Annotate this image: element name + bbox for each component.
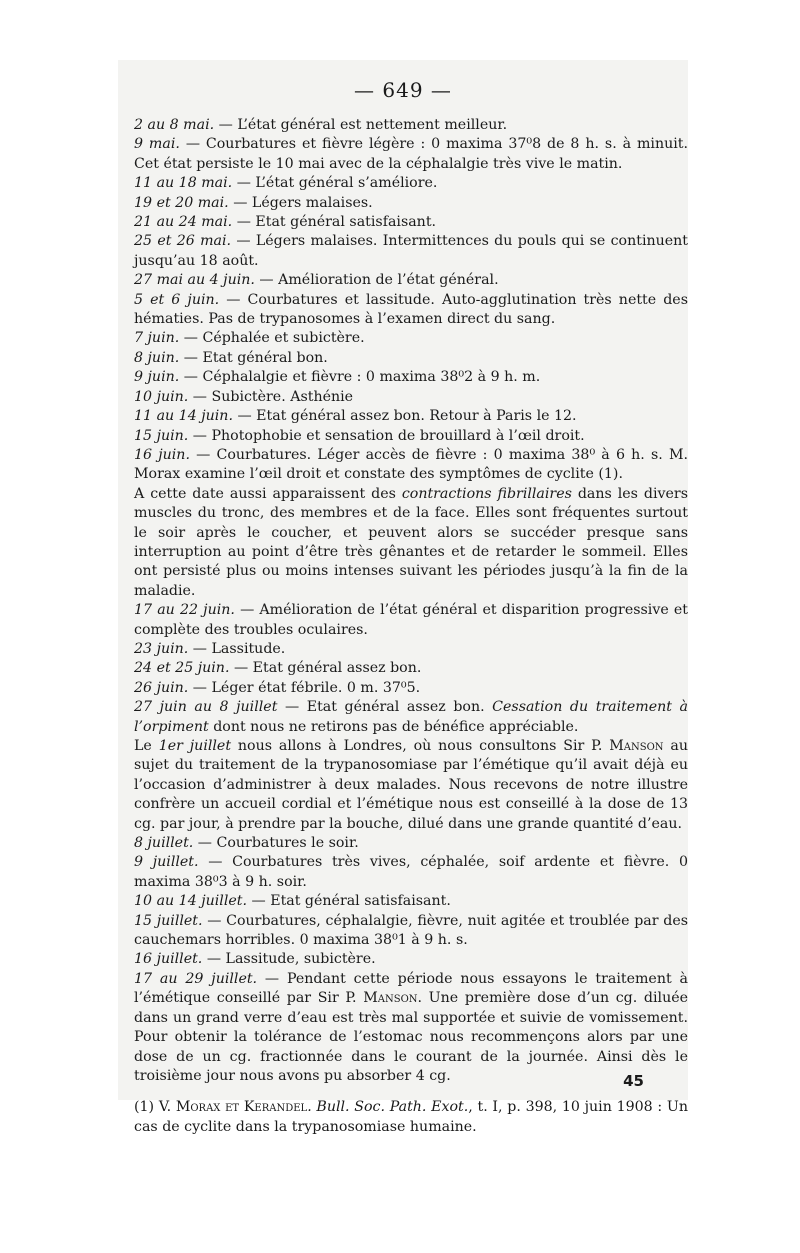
diary-entry: 27 juin au 8 juillet — Etat général assez bon. Cessation du traitement à l’orpiment dont nous ne retirons pas de bénéfice appréciable. <box>134 699 688 735</box>
diary-entry <box>118 950 688 969</box>
entry-text: — Légers malaises. Intermittences du pouls qui se continuent jusqu’au 18 août. <box>134 233 688 269</box>
entry-date: 23 juin. <box>134 640 189 657</box>
entry-date: 2 au 8 mai. <box>134 117 215 133</box>
diary-entry <box>118 213 688 232</box>
entry-text: — L’état général est nettement meilleur. <box>214 117 508 133</box>
book-page <box>118 60 689 1135</box>
diary-entry <box>118 271 688 290</box>
entry-date: 10 juin. <box>134 388 189 405</box>
signature-mark: 45 <box>623 1072 644 1090</box>
entry-text: — Subictère. Asthénie <box>188 388 354 405</box>
entry-date: 9 juin. <box>134 369 180 386</box>
entry-text: — Amélioration de l’état général. <box>254 272 499 289</box>
diary-entries-juillet <box>118 834 688 970</box>
entry-date: 27 mai au 4 juin. <box>134 272 255 289</box>
entry-text: — Etat général satisfaisant. <box>232 214 437 231</box>
entry-text: — Courbatures très vives, céphalée, soif ardente et fièvre. 0 maxima 38⁰3 à 9 h. soir. <box>134 854 688 890</box>
entry-text: — Céphalalgie et fièvre : 0 maxima 38⁰2 à 9 h. m. <box>179 369 541 386</box>
diary-entry <box>118 329 688 348</box>
diary-entry <box>118 601 688 640</box>
entry-date: 24 et 25 juin. <box>134 660 230 677</box>
entry-text: — Léger état fébrile. 0 m. 37⁰5. <box>188 679 421 696</box>
diary-entry: 17 au 29 juillet. — Pendant cette période nous essayons le traitement à l’émétique conseillé par Sir P. Manson. Une première dose d’un cg. diluée dans un grand verre d’eau est très mal supportée et suivie de vomissement. Pour obtenir la tolérance de l’estomac nous recommençons alors par une dose de un cg. fractionnée dans le courant de la journée. Ainsi dès le troisième jour nous avons pu absorber 4 cg. <box>134 970 688 1084</box>
diary-entry <box>118 407 688 426</box>
entry-date: 5 et 6 juin. <box>134 291 220 308</box>
entry-text: — Etat général bon. <box>179 349 328 366</box>
entry-text: — Lassitude. <box>188 640 286 657</box>
diary-entry <box>118 135 688 174</box>
paragraph-londres: Le 1er juillet nous allons à Londres, où nous consultons Sir P. Manson au sujet du traitement de la trypanosomiase par l’émétique qu’il avait déjà eu l’occasion d’administrer à deux malades. Nous recevons de notre illustre confrère un accueil cordial et l’émétique nous est conseillé à la dose de 13 cg. par jour, à prendre par la bouche, dilué dans une grande quantité d’eau. <box>134 738 689 832</box>
diary-entry <box>118 174 688 193</box>
entry-date: 16 juillet. <box>134 951 203 968</box>
diary-entries-mai-juin <box>118 116 688 485</box>
entry-date: 9 mai. <box>134 136 180 153</box>
entry-text: — Photophobie et sensation de brouillard à l’œil droit. <box>188 427 585 444</box>
diary-entry <box>118 368 688 387</box>
page-number: — 649 — <box>354 78 452 102</box>
diary-entries-juin <box>118 601 688 698</box>
entry-text: — Courbatures le soir. <box>193 835 359 852</box>
entry-date: 11 au 18 mai. <box>134 175 233 192</box>
entry-text: — Courbatures, céphalalgie, fièvre, nuit agitée et troublée par des cauchemars horribles. 0 maxima 38⁰1 à 9 h. s. <box>134 912 688 949</box>
diary-entry <box>118 349 688 368</box>
diary-entry <box>118 388 688 407</box>
paragraph-contractions: A cette date aussi apparaissent des contractions fibrillaires dans les divers muscles du tronc, des membres et de la face. Elles sont fréquentes surtout le soir après le coucher, et peuvent alors se succéder presque sans interruption au point d’être très gênantes et de retarder le sommeil. Elles ont persisté plus ou moins intenses suivant les périodes jusqu’à la fin de la maladie. <box>134 485 688 599</box>
entry-date: 15 juin. <box>134 427 189 444</box>
diary-entry <box>118 194 688 213</box>
entry-date: 11 au 14 juin. <box>134 408 233 425</box>
entry-date: 16 juin. <box>134 446 190 463</box>
diary-entry <box>118 679 688 698</box>
entry-date: 26 juin. <box>134 679 189 696</box>
entry-text: — Céphalée et subictère. <box>179 330 365 347</box>
entry-text: — Lassitude, subictère. <box>202 951 376 968</box>
entry-date: 17 au 22 juin. <box>134 602 235 619</box>
diary-entry <box>118 232 688 271</box>
entry-date: 7 juin. <box>134 330 180 347</box>
entry-date: 10 au 14 juillet. <box>134 893 247 910</box>
entry-text: — Courbatures. Léger accès de fièvre : 0 maxima 38⁰ à 6 h. s. M. Morax examine l’œil droit et constate des symptômes de cyclite (1). <box>134 446 688 483</box>
entry-date: 21 au 24 mai. <box>134 214 233 231</box>
entry-text: — Etat général assez bon. Retour à Paris le 12. <box>232 408 577 425</box>
entry-text: — Etat général assez bon. <box>229 660 422 677</box>
entry-date: 8 juin. <box>134 349 180 366</box>
diary-entry <box>118 659 688 678</box>
entry-text: — Courbatures et lassitude. Auto-agglutination très nette des hématies. Pas de trypanosomes à l’examen direct du sang. <box>134 291 688 328</box>
diary-entry <box>118 291 688 330</box>
entry-date: 19 et 20 mai. <box>134 194 229 211</box>
diary-entry <box>118 446 688 485</box>
entry-text: — L’état général s’améliore. <box>232 175 438 192</box>
diary-entry <box>118 912 688 951</box>
entry-text: — Légers malaises. <box>228 194 373 211</box>
entry-date: 8 juillet. <box>134 835 194 852</box>
diary-entry <box>118 427 688 446</box>
entry-text: — Courbatures et fièvre légère : 0 maxima 37⁰8 de 8 h. s. à minuit. Cet état persiste le 10 mai avec de la céphalalgie très vive le matin. <box>134 136 688 172</box>
footnote: (1) V. Morax et Kerandel. Bull. Soc. Path. Exot., t. I, p. 398, 10 juin 1908 : Un cas de cyclite dans la trypanosomiase humaine. <box>134 1099 688 1135</box>
entry-date: 25 et 26 mai. <box>134 233 232 250</box>
entry-date: 15 juillet. <box>134 912 203 929</box>
diary-entry <box>118 116 688 135</box>
diary-entry <box>118 853 688 892</box>
entry-text: — Etat général satisfaisant. <box>247 893 451 910</box>
diary-entry <box>118 892 688 911</box>
page-body <box>118 116 688 1137</box>
diary-entry <box>118 834 688 853</box>
entry-date: 9 juillet. <box>134 854 199 871</box>
diary-entry <box>118 640 688 659</box>
entry-text: — Amélioration de l’état général et disparition progressive et complète des troubles oculaires. <box>134 602 688 638</box>
